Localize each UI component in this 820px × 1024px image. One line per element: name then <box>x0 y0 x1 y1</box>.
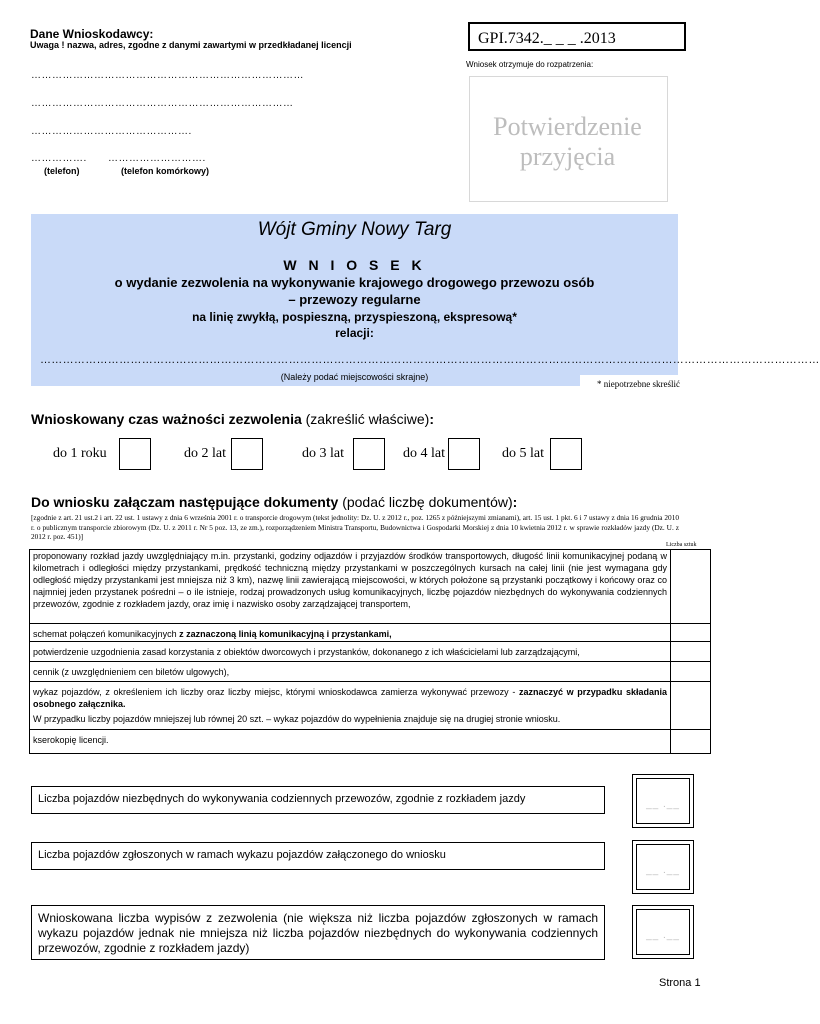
document-count-cell[interactable] <box>671 624 711 642</box>
relation-hint: (Należy podać miejscowości skrajne) <box>280 372 429 382</box>
document-item-scheme <box>30 624 671 642</box>
period-checkbox-4[interactable] <box>448 438 480 470</box>
applicant-name-field[interactable]: …………………………………………………………………… <box>31 70 304 81</box>
submission-note: Wniosek otrzymuje do rozpatrzenia: <box>466 60 594 69</box>
subject-line-4: relacji: <box>335 326 374 340</box>
authority-title: Wójt Gminy Nowy Targ <box>257 219 452 240</box>
strike-note: * niepotrzebne skreślić <box>580 375 680 394</box>
period-label-4: do 4 lat <box>403 446 445 461</box>
period-checkbox-2[interactable] <box>231 438 263 470</box>
mobile-field[interactable]: ………………………. <box>108 153 206 164</box>
stamp-line-2: przyjęcia <box>519 142 616 171</box>
declared-vehicles-value: __ .__ <box>646 865 680 876</box>
legal-basis: [zgodnie z art. 21 ust.2 i art. 22 ust. 1 ustawy z dnia 6 września 2001 r. o transporcie drogowym (tekst jednolity: Dz. U. z 2012 r., poz. 1265 z późniejszymi zmianami), art. 15 ust. 1 pkt. 6 i 7 ustawy z dnia 16 grudnia 2010 r. o publicznym transporcie zbiorowym (Dz. U. z 2011 r. Nr 5 poz. 13, ze zm.), rozporządzeniem Ministra Transportu, Budownictwa i Gospodarki Morskiej z dnia 10 kwietnia 2012 r. w sprawie rozkładów jazdy (Dz. U. z 2012 r. poz. 451)] <box>31 513 679 542</box>
document-item-vehicle-list-bold: zaznaczyć w przypadku składania osobnego załącznika. <box>33 687 667 709</box>
period-checkbox-5[interactable] <box>550 438 582 470</box>
declared-vehicles-label: Liczba pojazdów zgłoszonych w ramach wykazu pojazdów załączonego do wniosku <box>31 842 605 870</box>
validity-title <box>31 411 434 427</box>
period-label-3: do 3 lat <box>302 446 344 461</box>
table-row <box>30 662 711 682</box>
document-count-cell[interactable] <box>671 682 711 730</box>
table-row <box>30 624 711 642</box>
documents-title-bold: Do wniosku załączam następujące dokumenty <box>31 494 339 510</box>
validity-title-colon: : <box>429 411 434 427</box>
document-item-vehicle-list-note: W przypadku liczby pojazdów mniejszej lub równej 20 szt. – wykaz pojazdów do wypełnienia znajduje się na drugiej stronie wniosku. <box>33 714 561 724</box>
table-row <box>30 642 711 662</box>
documents-title <box>31 494 517 510</box>
period-label-5: do 5 lat <box>502 446 544 461</box>
stamp-line-1: Potwierdzenie <box>493 112 642 141</box>
form-title: W N I O S E K <box>283 257 426 273</box>
subject-line-2: – przewozy regularne <box>288 292 421 307</box>
extracts-label-bold: Wnioskowana liczba wypisów z zezwolenia <box>38 911 278 925</box>
period-label-1: do 1 roku <box>53 446 107 461</box>
documents-table <box>29 549 711 754</box>
document-count-cell[interactable] <box>671 550 711 624</box>
document-item-agreement: potwierdzenie uzgodnienia zasad korzystania z obiektów dworcowych i przystanków, dokonanego z ich właścicielami lub zarządzającymi, <box>30 642 671 662</box>
documents-title-normal: (podać liczbę dokumentów) <box>338 494 513 510</box>
document-item-scheme-text: schemat połączeń komunikacyjnych <box>33 629 180 639</box>
table-row <box>30 730 711 754</box>
document-item-vehicle-list <box>30 682 671 730</box>
period-checkbox-1[interactable] <box>119 438 151 470</box>
document-count-cell[interactable] <box>671 730 711 754</box>
table-row <box>30 682 711 730</box>
applicant-note: Uwaga ! nazwa, adres, zgodne z danymi zawartymi w przedkładanej licencji <box>30 40 352 50</box>
needed-vehicles-input[interactable] <box>636 778 690 824</box>
applicant-section-title: Dane Wnioskodawcy: <box>30 27 154 41</box>
page-number: Strona 1 <box>659 977 701 989</box>
subject-line-3: na linię zwykłą, pospieszną, przyspieszoną, ekspresową* <box>192 310 517 324</box>
phone-field[interactable]: ……………. <box>31 153 87 164</box>
relation-field[interactable]: ……………………………………………………………………………………………………………………………………………………………………………………… <box>40 354 820 366</box>
document-item-scheme-bold: z zaznaczoną linią komunikacyjną i przystankami, <box>179 629 392 639</box>
applicant-address-field[interactable]: ………………………………………………………………… <box>31 98 294 109</box>
needed-vehicles-label: Liczba pojazdów niezbędnych do wykonywania codziennych przewozów, zgodnie z rozkładem jazdy <box>31 786 605 814</box>
case-number: GPI.7342._ _ _ .2013 <box>468 22 686 51</box>
extracts-label-normal: (nie większa niż liczba pojazdów zgłoszonych w ramach wykazu pojazdów jednak nie mniejsza niż liczba pojazdów niezbędnych do wykonywania codziennych przewozów, zgodnie z rozkładem jazdy) <box>38 911 598 955</box>
declared-vehicles-input[interactable] <box>636 844 690 890</box>
document-count-cell[interactable] <box>671 662 711 682</box>
document-item-pricelist: cennik (z uwzględnieniem cen biletów ulgowych), <box>30 662 671 682</box>
extracts-label <box>31 905 605 960</box>
needed-vehicles-value: __ .__ <box>646 799 680 810</box>
period-checkbox-3[interactable] <box>353 438 385 470</box>
period-label-2: do 2 lat <box>184 446 226 461</box>
validity-title-normal: (zakreślić właściwe) <box>301 411 430 427</box>
documents-title-colon: : <box>512 494 518 510</box>
document-count-cell[interactable] <box>671 642 711 662</box>
table-row <box>30 550 711 624</box>
count-column-header: Liczba sztuk <box>666 542 697 548</box>
extracts-value: __ .__ <box>646 930 680 941</box>
validity-title-bold: Wnioskowany czas ważności zezwolenia <box>31 411 302 427</box>
stamp-text <box>469 112 666 172</box>
document-item-license: kserokopię licencji. <box>30 730 671 754</box>
subject-line-1: o wydanie zezwolenia na wykonywanie krajowego drogowego przewozu osób <box>114 275 595 290</box>
document-item-vehicle-list-text: wykaz pojazdów, z określeniem ich liczby oraz liczby miejsc, którymi wnioskodawca zamierza wykonywać przewozy - <box>33 687 519 697</box>
document-item-timetable: proponowany rozkład jazdy uwzględniający m.in. przystanki, godziny odjazdów i przyjazdów środków transportowych, długość linii komunikacyjnej podaną w kilometrach i odległości między przystankami, prędkość techniczną między przystankami w poszczególnych kursach na całej linii (nie jest wymagana gdy odległość między przystankami jest mniejsza niż 3 km), nazwę linii zawierającą miejscowości, w których położone są przystanki początkowy i końcowy oraz co najmniej jeden przystanek pośredni – o ile istnieje, rodzaj prowadzonych usług komunikacyjnych, liczbę pojazdów niezbędnych do wykonywania codziennych przewozów, zgodnie z rozkładem jazdy, oraz imię i nazwisko osoby zarządzającej transportem, <box>30 550 671 624</box>
phone-label: (telefon) <box>44 166 80 176</box>
applicant-address-field-2[interactable]: ………………………………………. <box>31 126 192 137</box>
mobile-label: (telefon komórkowy) <box>121 166 210 176</box>
extracts-input[interactable] <box>636 909 690 955</box>
